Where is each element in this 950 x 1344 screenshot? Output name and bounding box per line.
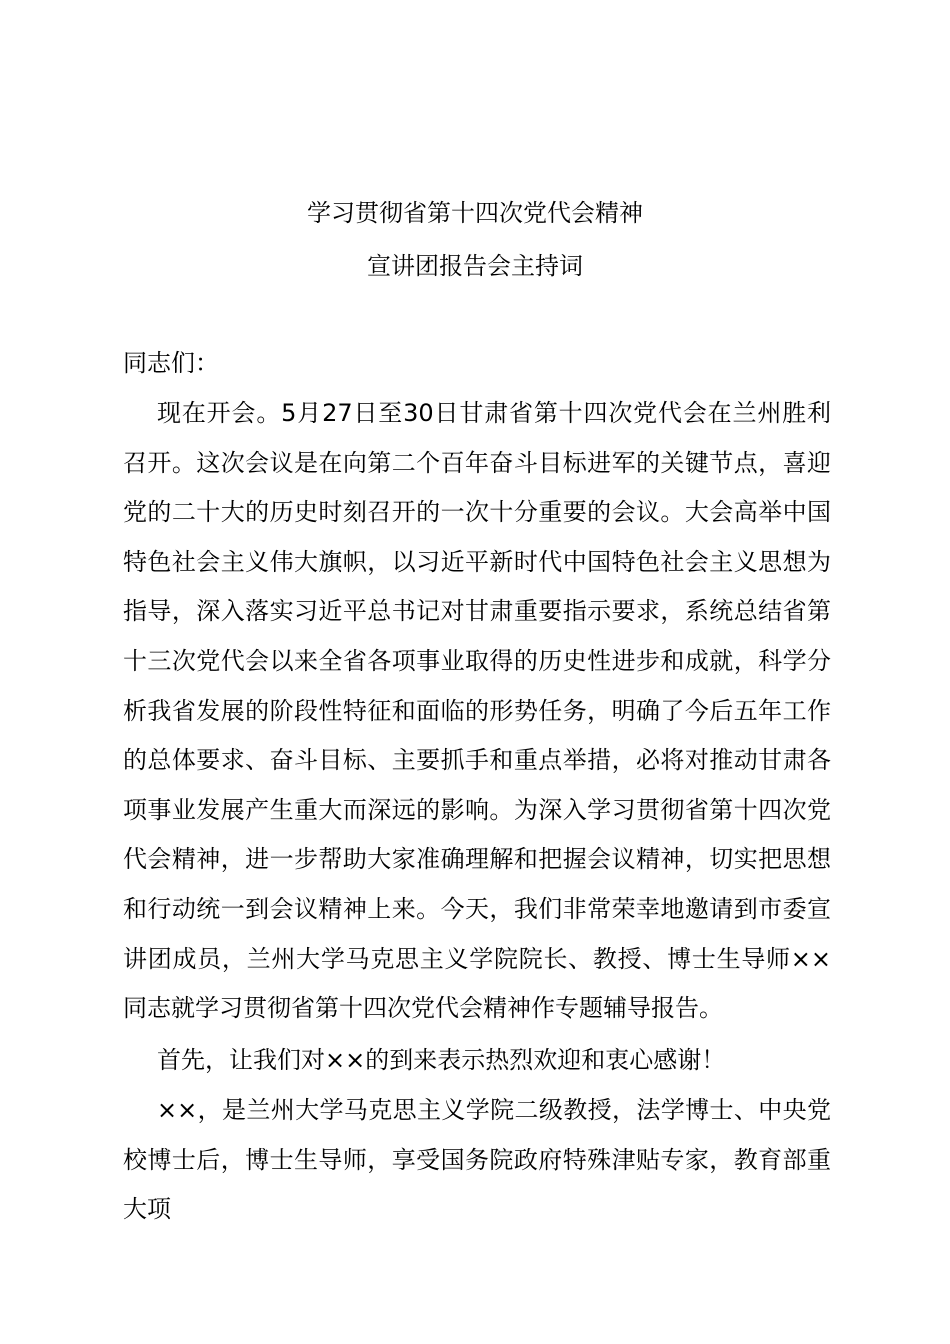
- document-title-line2: 宣讲团报告会主持词: [367, 252, 583, 280]
- document-title-line1: 学习贯彻省第十四次党代会精神: [307, 199, 643, 227]
- paragraph-opening: 现在开会。5月27日至30日甘肃省第十四次党代会在兰州胜利召开。这次会议是在向第二个百年奋斗目标进军的关键节点，喜迎党的二十大的历史时刻召开的一次十分重要的会议。大会高举中国特色社会主义伟大旗帜，以习近平新时代中国特色社会主义思想为指导，深入落实习近平总书记对甘肃重要指示要求，系统总结省第十三次党代会以来全省各项事业取得的历史性进步和成就，科学分析我省发展的阶段性特征和面临的形势任务，明确了今后五年工作的总体要求、奋斗目标、主要抓手和重点举措，必将对推动甘肃各项事业发展产生重大而深远的影响。为深入学习贯彻省第十四次党代会精神，进一步帮助大家准确理解和把握会议精神，切实把思想和行动统一到会议精神上来。今天，我们非常荣幸地邀请到市委宣讲团成员，兰州大学马克思主义学院院长、教授、博士生导师××同志就学习贯彻省第十四次党代会精神作专题辅导报告。: [123, 399, 831, 1023]
- salutation: 同志们：: [123, 349, 219, 377]
- paragraph-welcome: 首先，让我们对××的到来表示热烈欢迎和衷心感谢！: [157, 1046, 726, 1074]
- paragraph-speaker-intro: ××，是兰州大学马克思主义学院二级教授，法学博士、中央党校博士后，博士生导师，享受国务院政府特殊津贴专家，教育部重大项: [123, 1096, 831, 1224]
